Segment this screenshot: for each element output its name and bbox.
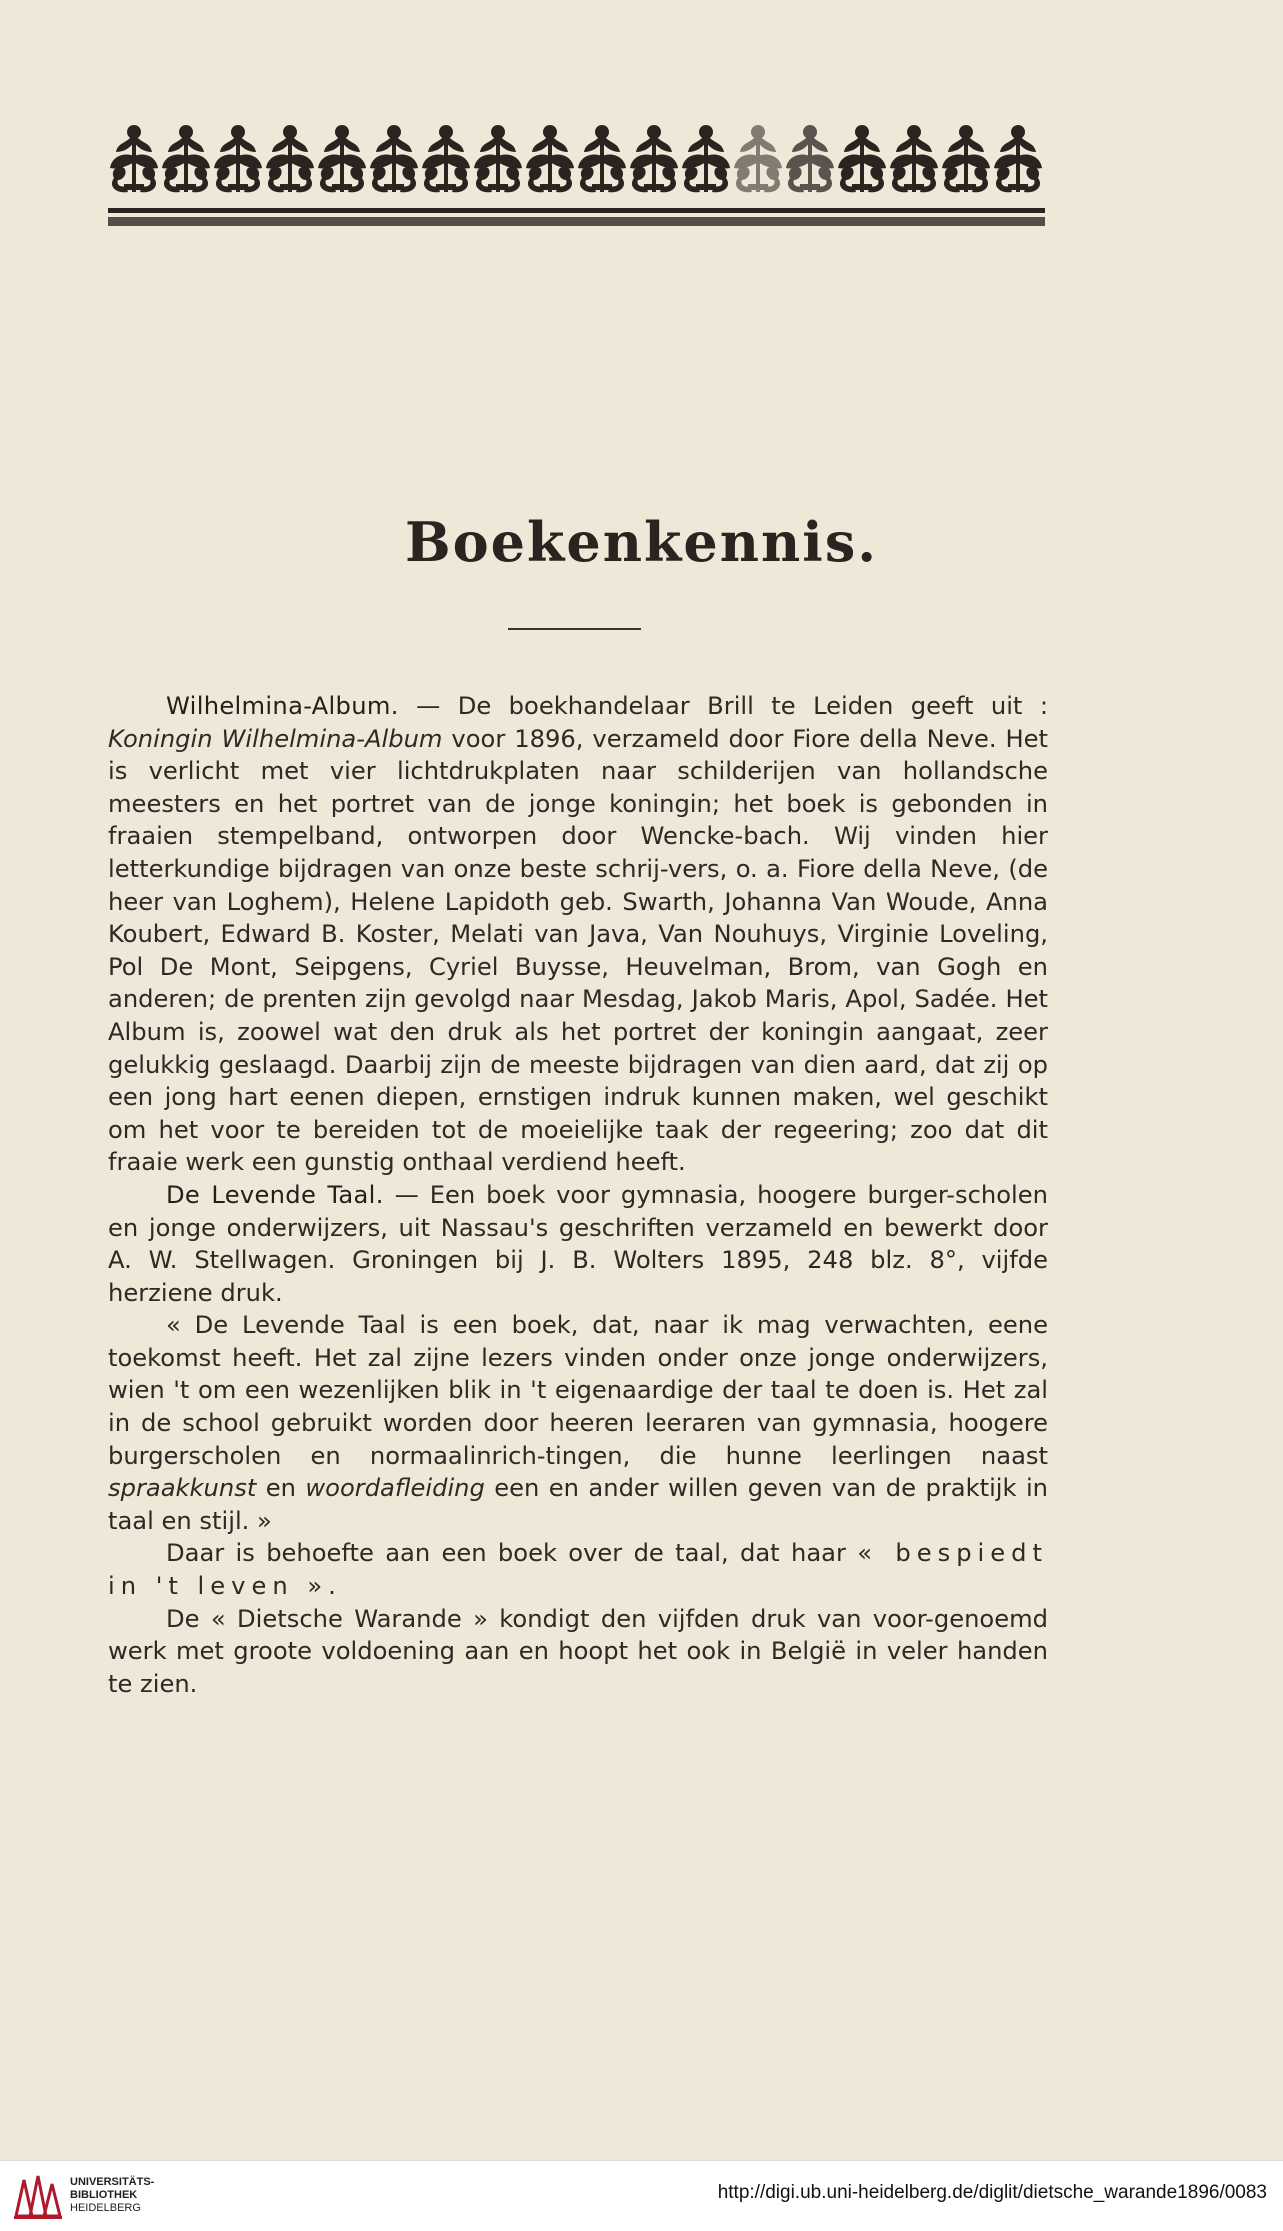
paragraph-text: Daar is behoefte aan een boek over de taal, dat haar — [166, 1539, 858, 1568]
paragraph-text: « bespiedt in 't leven ». — [108, 1539, 1048, 1601]
university-library-logo — [12, 2172, 64, 2222]
floral-ornament-border — [108, 112, 1045, 234]
paragraph-text: en — [256, 1474, 306, 1503]
paragraph-text: voor 1896, verzameld door Fiore della Neve. Het is verlicht met vier lichtdrukplaten naar schilderijen van hollandsche meesters en het portret van de jonge koningin; het boek is gebonden in fraaien stempelband, ontworpen door Wencke-bach. Wij vinden hier letterkundige bijdragen van onze beste schrij-vers, o. a. Fiore della Neve, (de heer van Loghem), Helene Lapidoth geb. Swarth, Johanna Van Woude, Anna Koubert, Edward B. Koster, Melati van Java, Van Nouhuys, Virginie Loveling, Pol De Mont, Seipgens, Cyriel Buysse, Heuvelman, Brom, van Gogh en anderen; de prenten zijn gevolgd naar Mesdag, Jakob Maris, Apol, Sadée. Het Album is, zoowel wat den druk als het portret der koningin aangaat, zeer gelukkig geslaagd. Daarbij zijn de meeste bijdragen van dien aard, dat zij op een jong hart eenen diepen, ernstigen indruk kunnen maken, wel geschikt om het voor te bereiden tot de moeielijke taak der regeering; zoo dat dit fraaie werk een gunstig onthaal verdiend heeft. — [108, 724, 1049, 1177]
section-title: Boekenkennis. — [404, 510, 879, 574]
italic-title-text: spraakkunst — [108, 1474, 257, 1503]
library-name-line-2: BIBLIOTHEK — [70, 2189, 138, 2201]
paragraph — [108, 1603, 1048, 1701]
paragraph-text: een en ander willen geven van de praktijk in taal en stijl. » — [108, 1474, 1048, 1535]
library-name-line-1: UNIVERSITÄTS- — [70, 2176, 155, 2188]
paragraph — [108, 1309, 1048, 1537]
library-name — [70, 2176, 154, 2215]
paragraph-text: De « Dietsche Warande » kondigt den vijfden druk van voor-genoemd werk met groote voldoening aan en hoopt het ook in België in veler handen te zien. — [108, 1604, 1048, 1698]
permalink-url[interactable]: http://digi.ub.uni-heidelberg.de/diglit/dietsche_warande1896/0083 — [717, 2182, 1267, 2203]
title-divider — [508, 628, 641, 630]
paragraph — [108, 1179, 1048, 1309]
italic-title-text: Koningin Wilhelmina-Album — [108, 724, 443, 753]
paragraph-heading: Wilhelmina-Album. — [166, 692, 399, 720]
paragraph — [108, 690, 1048, 1179]
paragraph-heading: De Levende Taal. — [166, 1180, 384, 1209]
paragraph-text: « De Levende Taal is een boek, dat, naar ik mag verwachten, eene toekomst heeft. Het zal zijne lezers vinden onder onze jonge onderwijzers, wien 't om een wezenlijken blik in 't eigenaardige der taal te doen is. Het zal in de school gebruikt worden door heeren leeraren van gymnasia, hoogere burgerscholen en normaalinrich-tingen, die hunne leerlingen naast — [108, 1311, 1048, 1470]
paragraph — [108, 1537, 1048, 1602]
paragraph-text: — Een boek voor gymnasia, hoogere burger-scholen en jonge onderwijzers, uit Nassau's geschriften verzameld en bewerkt door A. W. Stellwagen. Groningen bij J. B. Wolters 1895, 248 blz. 8°, vijfde herziene druk. — [108, 1180, 1048, 1307]
library-name-line-3: HEIDELBERG — [70, 2202, 141, 2214]
italic-title-text: woordafleiding — [305, 1474, 485, 1503]
paragraph-text: — De boekhandelaar Brill te Leiden geeft uit : — [398, 692, 1048, 720]
article-body — [108, 690, 1048, 1700]
